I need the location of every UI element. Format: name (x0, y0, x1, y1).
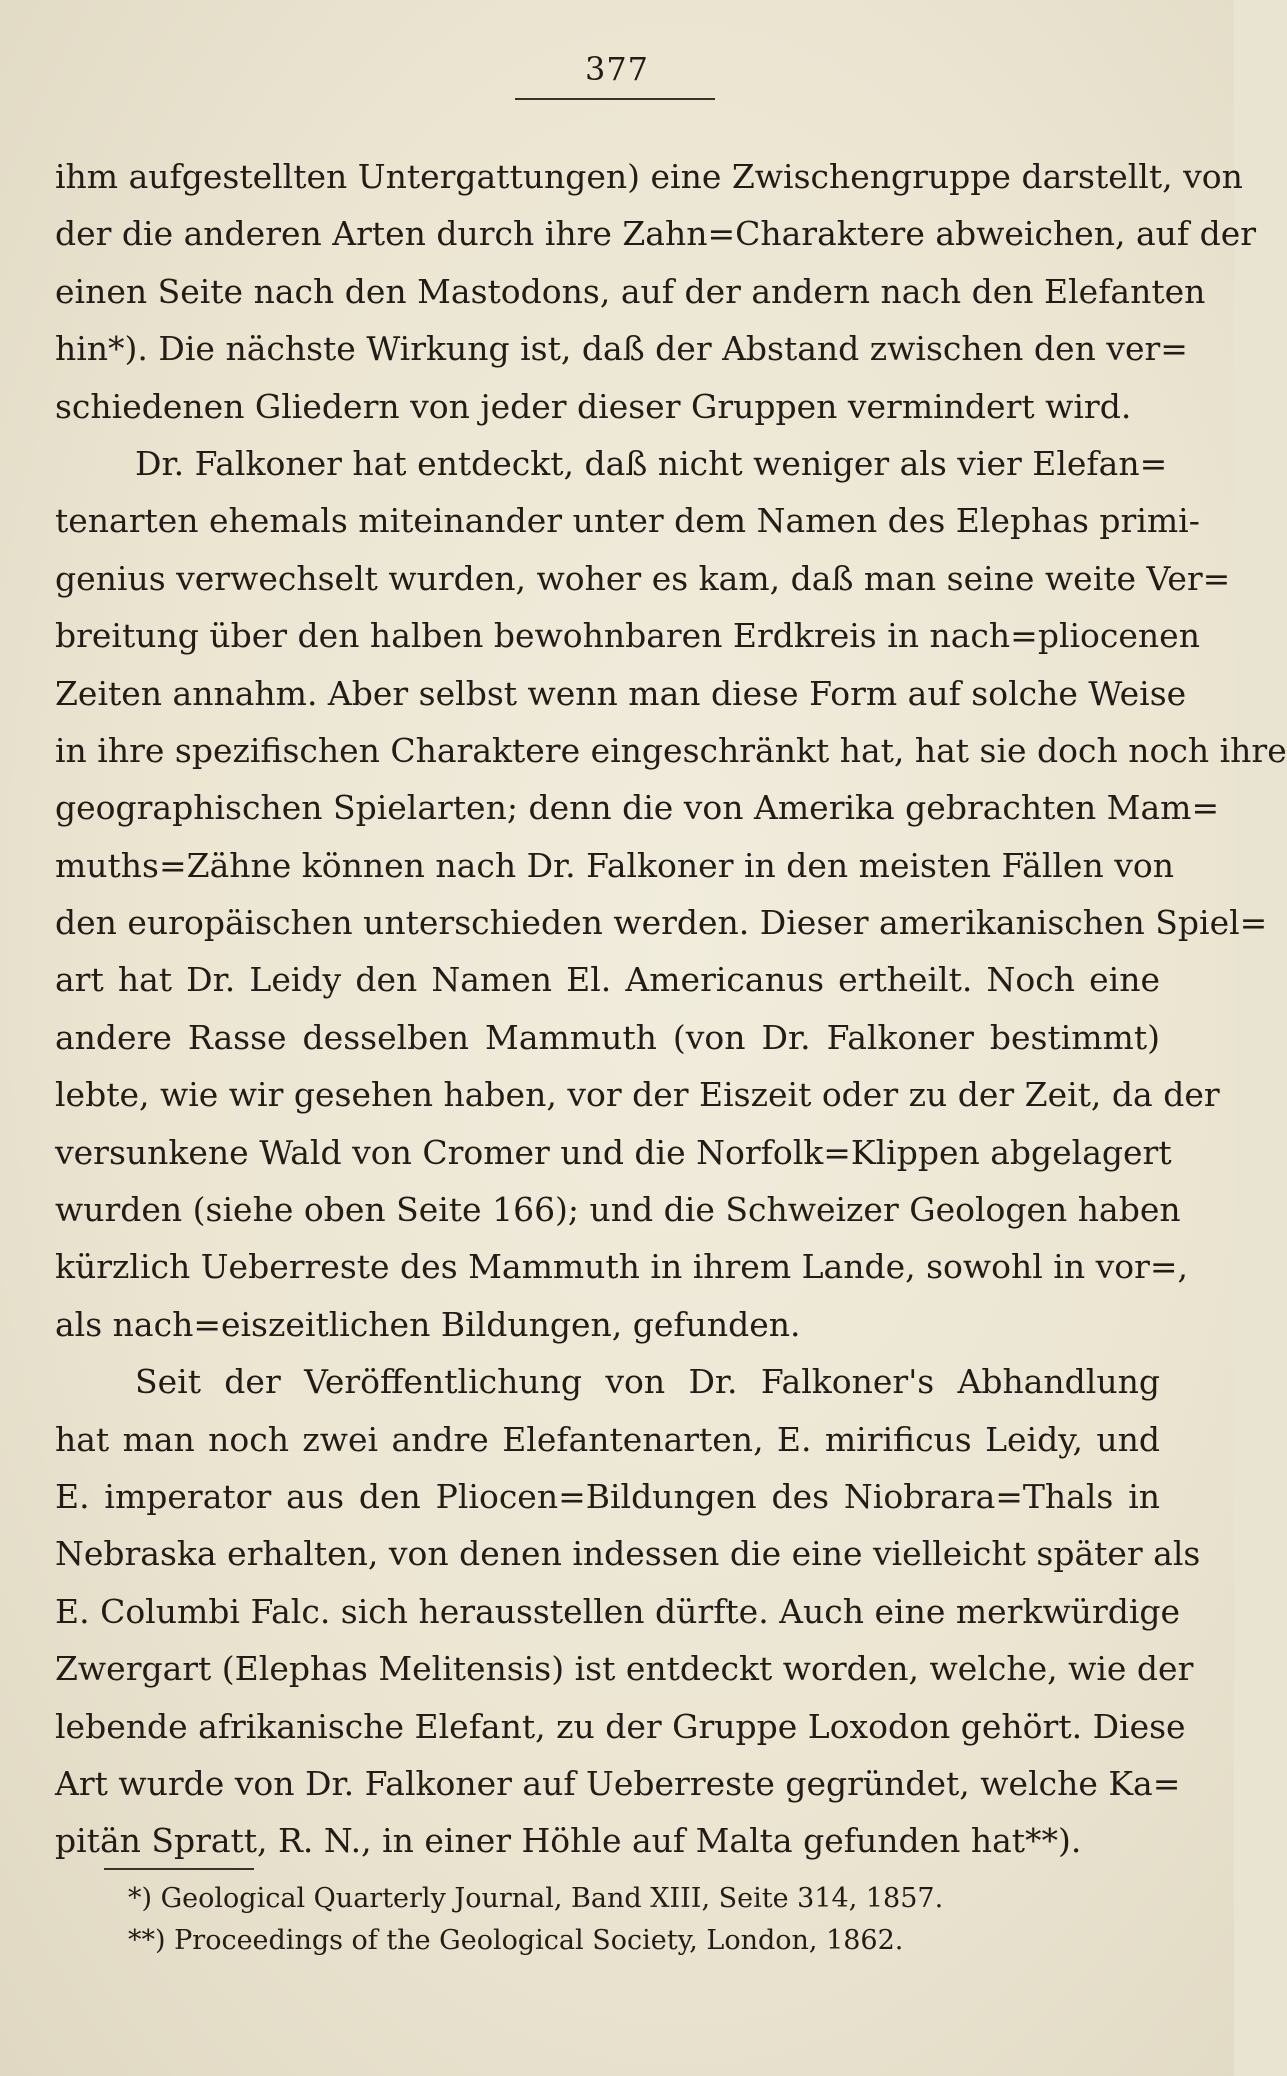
footnote: *) Geological Quarterly Journal, Band XIII, Seite 314, 1857. (128, 1883, 944, 1914)
text-line: ihm aufgestellten Untergattungen) eine Zwischengruppe darstellt, von (55, 157, 1243, 196)
text-line: pitän Spratt, R. N., in einer Höhle auf Malta gefunden hat**). (55, 1821, 1082, 1861)
text-line: als nach=eiszeitlichen Bildungen, gefunden. (55, 1304, 801, 1344)
footnote: **) Proceedings of the Geological Society, London, 1862. (128, 1925, 904, 1956)
page-number: 377 (584, 50, 650, 88)
text-line: tenarten ehemals miteinander unter dem Namen des Elephas primi- (55, 501, 1200, 541)
text-line: hin*). Die nächste Wirkung ist, daß der Abstand zwischen den ver= (55, 329, 1188, 369)
text-line: Seit der Veröffentlichung von Dr. Falkoner's Abhandlung (135, 1362, 1160, 1402)
text-line: lebte, wie wir gesehen haben, vor der Eiszeit oder zu der Zeit, da der (55, 1075, 1220, 1115)
text-line: art hat Dr. Leidy den Namen El. Americanus ertheilt. Noch eine (55, 960, 1160, 1000)
text-line: Nebraska erhalten, von denen indessen die eine vielleicht später als (55, 1534, 1201, 1574)
body-text (55, 148, 1287, 1870)
footnote-rule (104, 1868, 254, 1870)
text-line: Art wurde von Dr. Falkoner auf Ueberreste gegründet, welche Ka= (55, 1763, 1181, 1803)
text-line: der die anderen Arten durch ihre Zahn=Charaktere abweichen, auf der (55, 214, 1257, 254)
text-line: Dr. Falkoner hat entdeckt, daß nicht weniger als vier Elefan= (135, 443, 1168, 483)
text-line: in ihre spezifischen Charaktere eingeschränkt hat, hat sie doch noch ihre (55, 730, 1287, 770)
text-line: lebende afrikanische Elefant, zu der Gruppe Loxodon gehört. Diese (55, 1706, 1186, 1746)
text-line: genius verwechselt wurden, woher es kam, daß man seine weite Ver= (55, 558, 1231, 598)
text-line: Zeiten annahm. Aber selbst wenn man diese Form auf solche Weise (55, 673, 1187, 713)
text-line: E. Columbi Falc. sich herausstellen dürfte. Auch eine merkwürdige (55, 1591, 1181, 1631)
text-line: E. imperator aus den Pliocen=Bildungen des Niobrara=Thals in (55, 1476, 1160, 1516)
text-line: Zwergart (Elephas Melitensis) ist entdeckt worden, welche, wie der (55, 1649, 1194, 1689)
text-line: hat man noch zwei andre Elefantenarten, E. mirificus Leidy, und (55, 1419, 1160, 1459)
text-line: versunkene Wald von Cromer und die Norfolk=Klippen abgelagert (55, 1132, 1172, 1172)
text-line: wurden (siehe oben Seite 166); und die Schweizer Geologen haben (55, 1190, 1181, 1230)
text-line: andere Rasse desselben Mammuth (von Dr. Falkoner bestimmt) (55, 1017, 1160, 1057)
text-line: breitung über den halben bewohnbaren Erdkreis in nach=pliocenen (55, 616, 1200, 656)
text-line: muths=Zähne können nach Dr. Falkoner in den meisten Fällen von (55, 845, 1174, 885)
text-line: kürzlich Ueberreste des Mammuth in ihrem Lande, sowohl in vor=, (55, 1247, 1189, 1287)
footnotes (128, 1878, 1128, 1962)
text-line: schiedenen Gliedern von jeder dieser Gruppen vermindert wird. (55, 386, 1132, 426)
text-line: geographischen Spielarten; denn die von Amerika gebrachten Mam= (55, 788, 1220, 828)
text-line: den europäischen unterschieden werden. Dieser amerikanischen Spiel= (55, 903, 1268, 943)
text-line: einen Seite nach den Mastodons, auf der andern nach den Elefanten (55, 271, 1206, 311)
header-rule (515, 98, 715, 100)
